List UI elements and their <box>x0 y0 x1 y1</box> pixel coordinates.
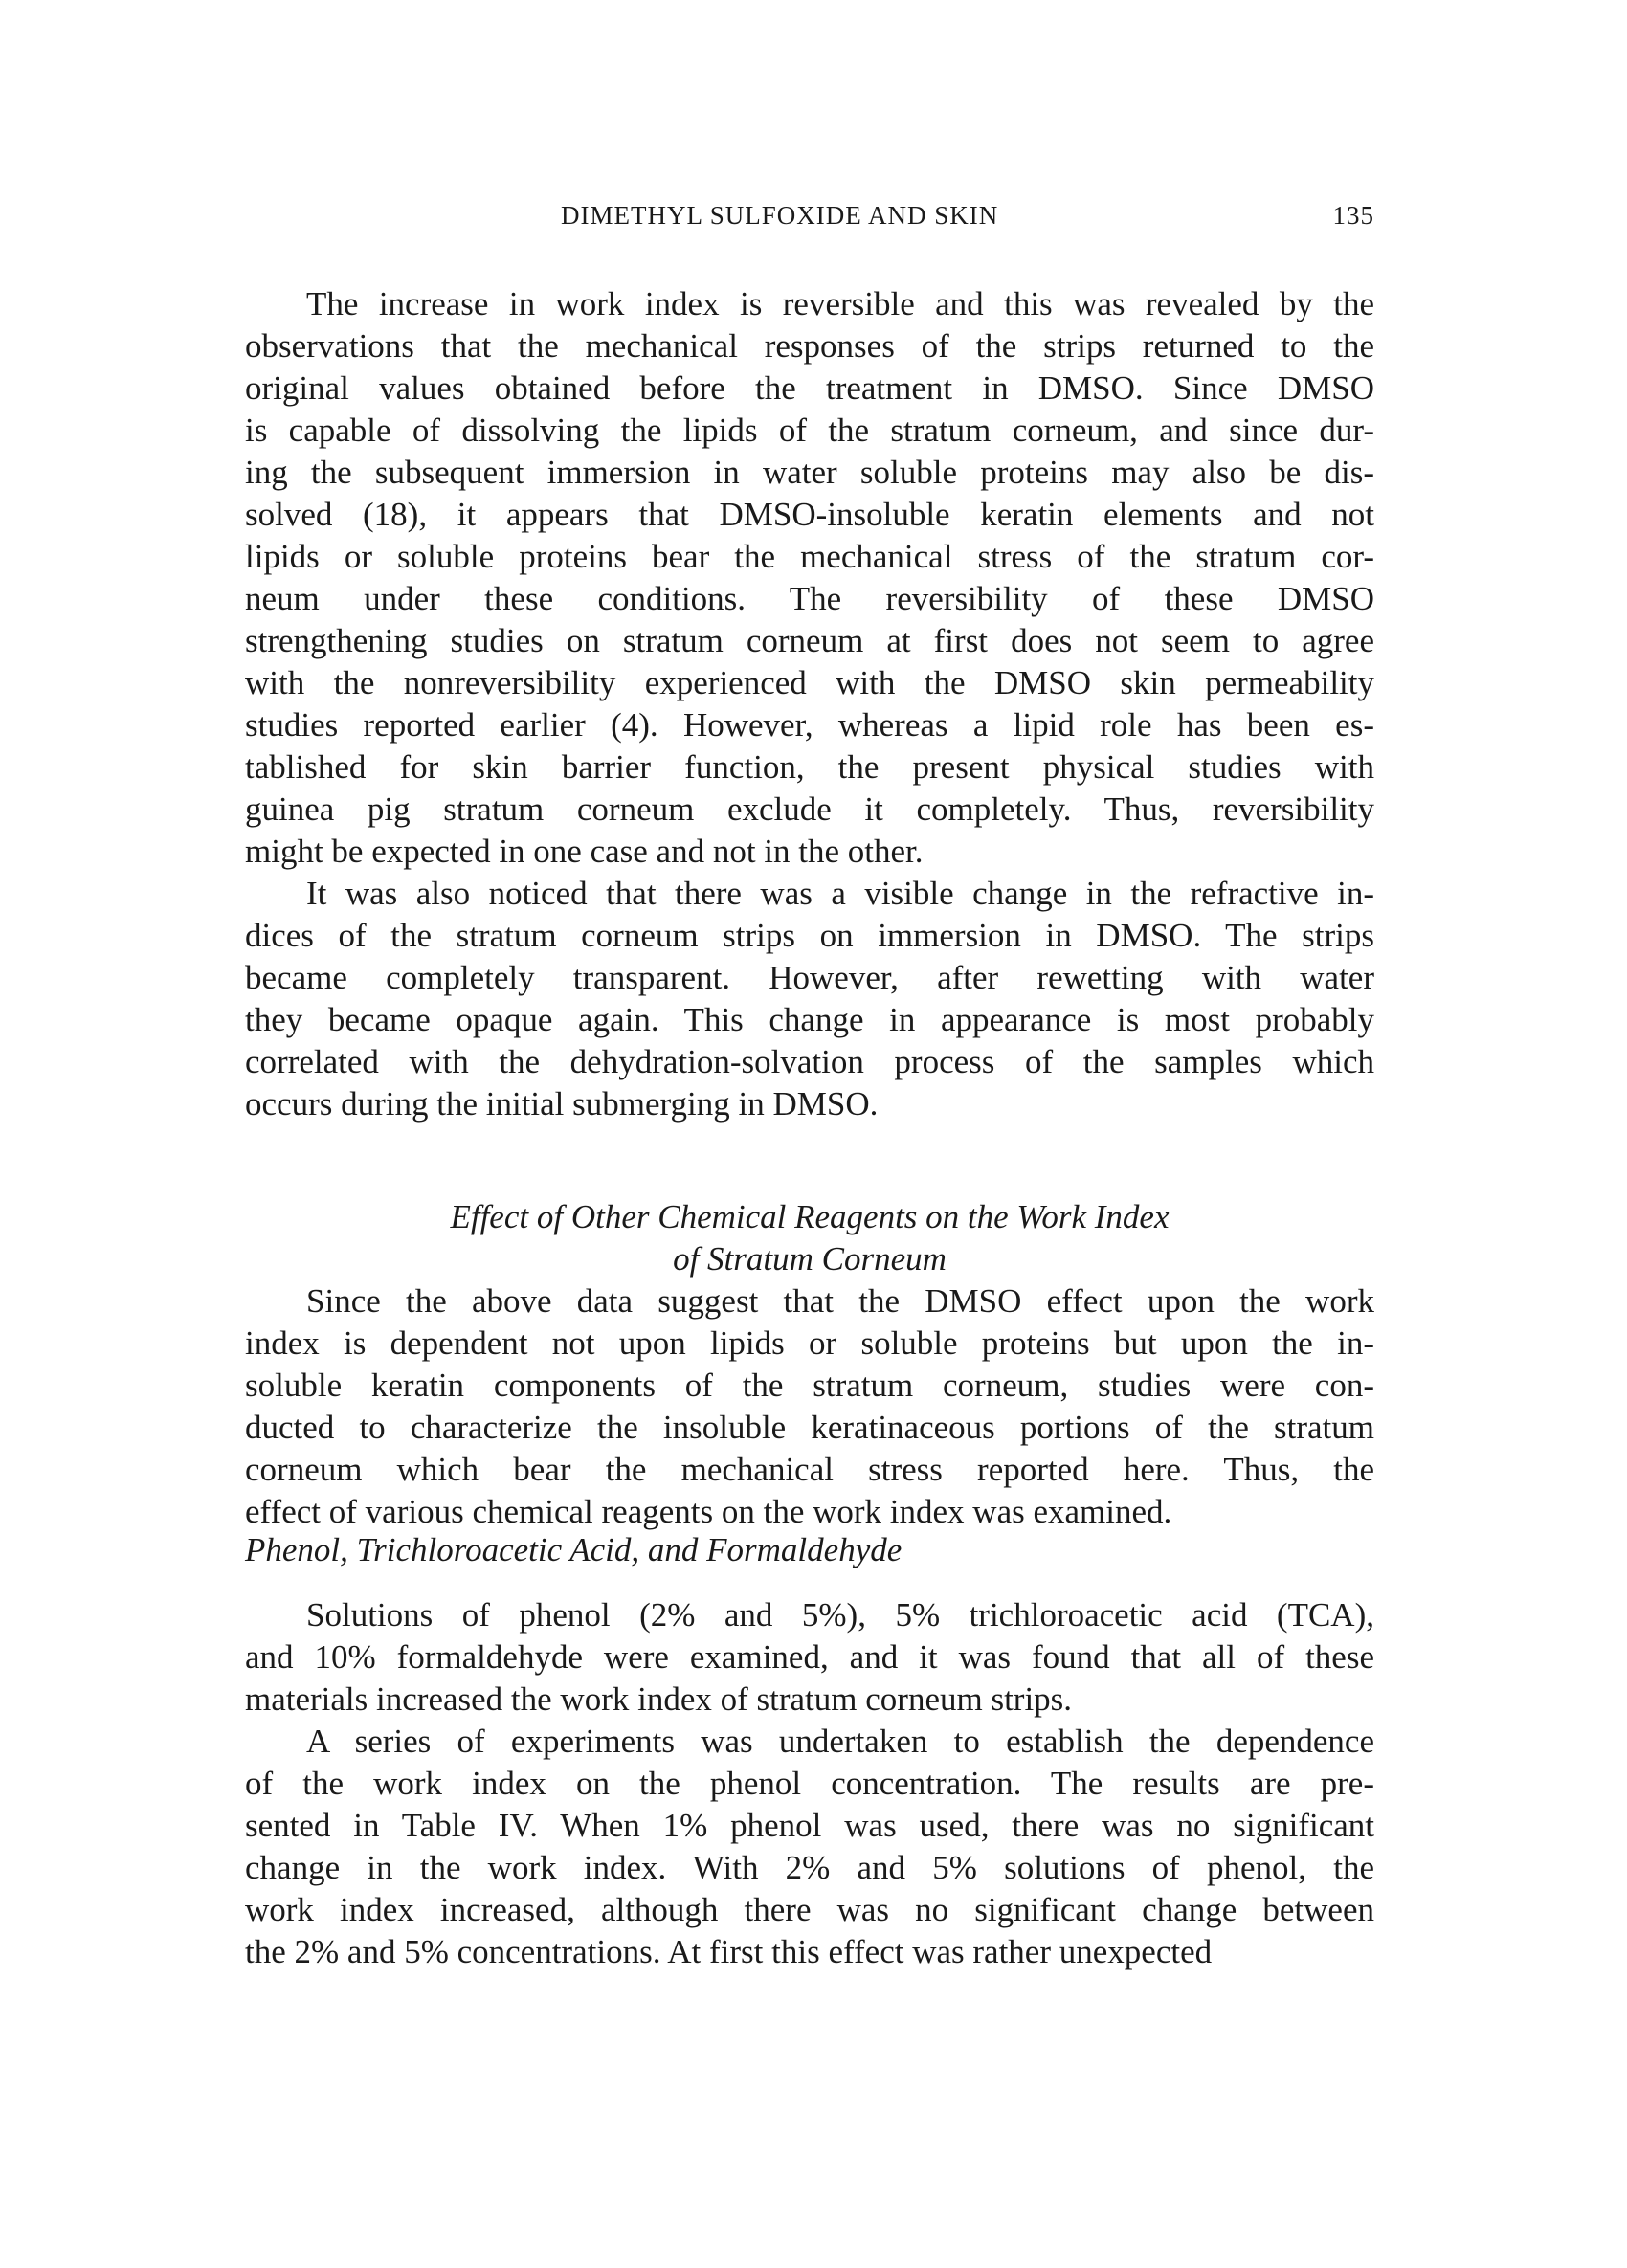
text-line: sented in Table IV. When 1% phenol was used, there was no significant <box>245 1807 1374 1844</box>
text-line: occurs during the initial submerging in DMSO. <box>245 1085 879 1123</box>
text-line: and 10% formaldehyde were examined, and it was found that all of these <box>245 1638 1374 1676</box>
text-line: effect of various chemical reagents on the work index was examined. <box>245 1493 1172 1530</box>
text-line: they became opaque again. This change in appearance is most probably <box>245 1001 1374 1038</box>
text-line: index is dependent not upon lipids or soluble proteins but upon the in- <box>245 1324 1374 1362</box>
text-line: The increase in work index is reversible and this was revealed by the <box>306 285 1374 322</box>
text-line: guinea pig stratum corneum exclude it completely. Thus, reversibility <box>245 790 1374 828</box>
text-line: lipids or soluble proteins bear the mechanical stress of the stratum cor- <box>245 538 1374 575</box>
text-line: of the work index on the phenol concentration. The results are pre- <box>245 1765 1374 1802</box>
text-line: neum under these conditions. The reversibility of these DMSO <box>245 580 1374 617</box>
text-line: It was also noticed that there was a visible change in the refractive in- <box>306 875 1374 912</box>
text-line: A series of experiments was undertaken to establish the dependence <box>306 1723 1374 1760</box>
text-line: the 2% and 5% concentrations. At first this effect was rather unexpected <box>245 1933 1213 1970</box>
text-line: Since the above data suggest that the DMSO effect upon the work <box>306 1282 1374 1320</box>
text-line: soluble keratin components of the stratum corneum, studies were con- <box>245 1367 1374 1404</box>
text-line: observations that the mechanical responses of the strips returned to the <box>245 327 1374 365</box>
text-line: might be expected in one case and not in the other. <box>245 833 924 870</box>
text-line: ing the subsequent immersion in water soluble proteins may also be dis- <box>245 454 1374 491</box>
text-line: dices of the stratum corneum strips on immersion in DMSO. The strips <box>245 917 1374 954</box>
text-line: strengthening studies on stratum corneum at first does not seem to agree <box>245 622 1374 659</box>
text-line: solved (18), it appears that DMSO-insoluble keratin elements and not <box>245 496 1374 533</box>
text-line: with the nonreversibility experienced with the DMSO skin permeability <box>245 664 1374 701</box>
text-line: correlated with the dehydration-solvation process of the samples which <box>245 1043 1374 1080</box>
text-line: work index increased, although there was no significant change between <box>245 1891 1374 1928</box>
running-header <box>245 201 1374 239</box>
paragraph-phenol-concentration <box>245 1721 1374 1973</box>
paragraph-dmso-effect-keratin <box>245 1280 1374 1533</box>
text-line: tablished for skin barrier function, the present physical studies with <box>245 748 1374 786</box>
text-line: studies reported earlier (4). However, whereas a lipid role has been es- <box>245 706 1374 744</box>
text-line: change in the work index. With 2% and 5% solutions of phenol, the <box>245 1849 1374 1886</box>
running-title: DIMETHYL SULFOXIDE AND SKIN <box>561 201 999 230</box>
text-line: corneum which bear the mechanical stress reported here. Thus, the <box>245 1451 1374 1488</box>
page-number: 135 <box>1332 201 1374 230</box>
paragraph-solutions-phenol <box>245 1594 1374 1721</box>
text-line: ducted to characterize the insoluble keratinaceous portions of the stratum <box>245 1409 1374 1446</box>
text-line: Solutions of phenol (2% and 5%), 5% trichloroacetic acid (TCA), <box>306 1596 1374 1634</box>
text-line: materials increased the work index of stratum corneum strips. <box>245 1680 1073 1718</box>
paragraph-refractive-indices <box>245 873 1374 1125</box>
text-line: is capable of dissolving the lipids of the stratum corneum, and since dur- <box>245 411 1374 449</box>
text-line: original values obtained before the treatment in DMSO. Since DMSO <box>245 369 1374 407</box>
subsection-heading: Phenol, Trichloroacetic Acid, and Formaldehyde <box>245 1531 903 1568</box>
section-heading-line-2: of Stratum Corneum <box>673 1240 947 1278</box>
section-heading-line-1: Effect of Other Chemical Reagents on the Work Index <box>450 1198 1170 1235</box>
text-line: became completely transparent. However, after rewetting with water <box>245 959 1374 996</box>
paragraph-work-index-reversible <box>245 283 1374 873</box>
